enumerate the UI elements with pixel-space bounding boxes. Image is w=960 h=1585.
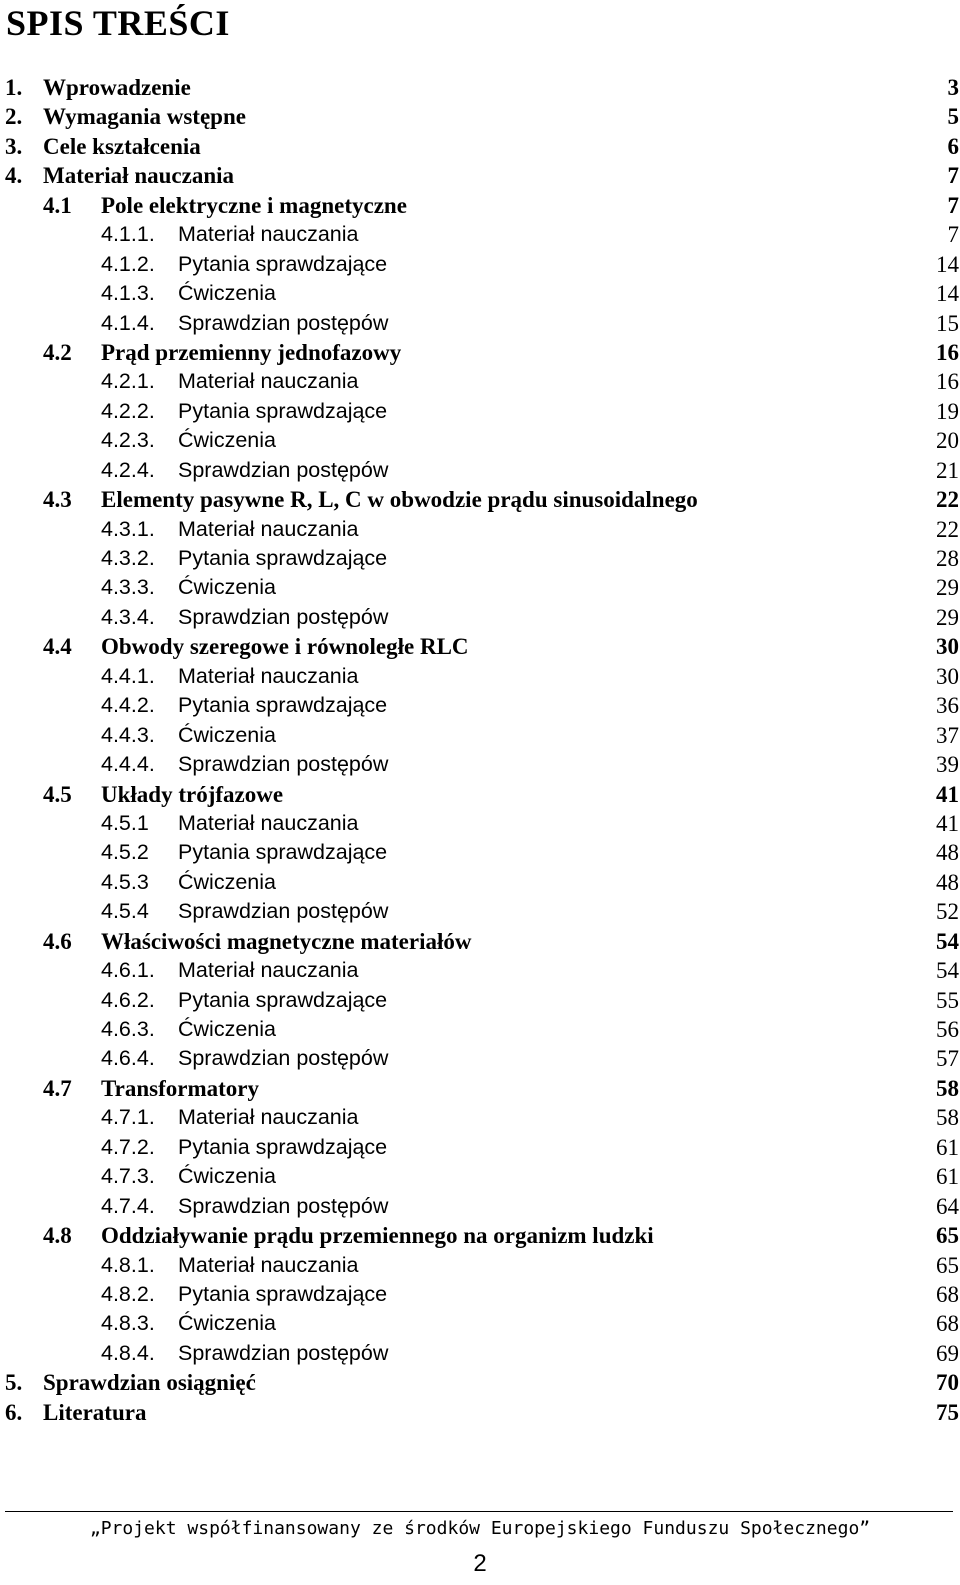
toc-entry-number: 4.4.1. <box>101 663 155 688</box>
toc-entry-title: Pytania sprawdzające <box>178 693 388 718</box>
toc-entry-page: 69 <box>936 1340 959 1366</box>
toc-entry-number: 4.1 <box>43 192 72 218</box>
toc-entry-number: 4.1.4. <box>101 310 155 335</box>
toc-entry-page: 48 <box>936 869 959 895</box>
toc-entry-page: 29 <box>936 604 959 630</box>
toc-entry-number: 4.8.1. <box>101 1252 155 1277</box>
toc-entry[interactable] <box>0 161 960 190</box>
toc-entry-page: 70 <box>936 1370 959 1396</box>
toc-entry-number: 4.3.1. <box>101 516 155 541</box>
toc-entry-title: Materiał nauczania <box>178 369 359 394</box>
toc-entry[interactable] <box>0 309 960 338</box>
toc-entry-page: 36 <box>936 693 959 719</box>
toc-entry-number: 4.5.3 <box>101 869 149 894</box>
toc-entry-page: 57 <box>936 1046 959 1072</box>
toc-entry-title: Ćwiczenia <box>178 1164 276 1189</box>
toc-entry-title: Cele kształcenia <box>43 133 201 159</box>
toc-entry[interactable] <box>0 1251 960 1280</box>
toc-entry[interactable] <box>0 397 960 426</box>
toc-entry[interactable] <box>0 632 960 661</box>
toc-entry-page: 54 <box>936 928 959 954</box>
toc-entry-page: 30 <box>936 663 959 689</box>
toc-entry-title: Pytania sprawdzające <box>178 1134 388 1159</box>
toc-entry-page: 55 <box>936 987 959 1013</box>
toc-entry[interactable] <box>0 956 960 985</box>
toc-entry-title: Pytania sprawdzające <box>178 840 388 865</box>
toc-entry-page: 68 <box>936 1311 959 1337</box>
footer-divider <box>5 1511 953 1512</box>
toc-entry-title: Materiał nauczania <box>178 516 359 541</box>
toc-entry-page: 54 <box>936 958 959 984</box>
toc-entry-title: Materiał nauczania <box>43 163 234 189</box>
page-title: SPIS TREŚCI <box>6 3 230 43</box>
toc-entry-title: Prąd przemienny jednofazowy <box>101 339 402 365</box>
toc-entry-number: 4.5.4 <box>101 899 149 924</box>
toc-entry[interactable] <box>0 573 960 602</box>
toc-entry[interactable] <box>0 132 960 161</box>
toc-entry[interactable] <box>0 1368 960 1397</box>
toc-entry-title: Wprowadzenie <box>43 75 191 100</box>
toc-entry-title: Ćwiczenia <box>178 1311 276 1336</box>
toc-entry[interactable] <box>0 1221 960 1250</box>
toc-entry-page: 7 <box>947 163 959 189</box>
toc-entry-page: 75 <box>936 1399 959 1425</box>
toc-entry-page: 58 <box>936 1105 959 1131</box>
toc-entry[interactable] <box>0 897 960 926</box>
toc-entry-page: 16 <box>936 339 959 365</box>
toc-entry-title: Pole elektryczne i magnetyczne <box>101 192 407 218</box>
toc-entry-title: Sprawdzian postępów <box>178 1046 389 1071</box>
toc-entry-number: 4.7.2. <box>101 1134 155 1159</box>
toc-entry[interactable] <box>0 456 960 485</box>
toc-entry-number: 4.4.4. <box>101 752 155 777</box>
toc-entry-number: 4.8.3. <box>101 1311 155 1336</box>
toc-entry-number: 4.5 <box>43 781 72 807</box>
toc-entry-number: 5. <box>5 1370 23 1396</box>
toc-entry-number: 4.2.2. <box>101 398 155 423</box>
toc-entry-number: 4.6.2. <box>101 987 155 1012</box>
toc-entry-title: Sprawdzian postępów <box>178 899 389 924</box>
toc-entry-page: 41 <box>936 781 959 807</box>
toc-entry[interactable] <box>0 691 960 720</box>
toc-entry[interactable] <box>0 367 960 396</box>
toc-entry[interactable] <box>0 426 960 455</box>
toc-entry[interactable] <box>0 1309 960 1338</box>
toc-entry-page: 48 <box>936 840 959 866</box>
toc-entry-title: Sprawdzian postępów <box>178 457 389 482</box>
toc-entry-number: 4.3.3. <box>101 575 155 600</box>
toc-entry-page: 68 <box>936 1281 959 1307</box>
toc-entry[interactable] <box>0 1339 960 1368</box>
toc-entry[interactable] <box>0 1162 960 1191</box>
toc-entry-number: 4.1.3. <box>101 281 155 306</box>
toc-entry-title: Elementy pasywne R, L, C w obwodzie prądu sinusoidalnego <box>101 487 698 513</box>
toc-entry-title: Ćwiczenia <box>178 1017 276 1041</box>
toc-entry-page: 14 <box>936 251 959 277</box>
toc-entry-page: 22 <box>936 516 959 542</box>
toc-entry-number: 4.4 <box>43 634 72 660</box>
toc-entry-number: 4.3.4. <box>101 604 155 629</box>
toc-entry-title: Ćwiczenia <box>178 722 276 747</box>
toc-entry-number: 4.7 <box>43 1075 72 1101</box>
toc-entry[interactable] <box>0 1192 960 1221</box>
toc-entry-title: Materiał nauczania <box>178 222 359 247</box>
toc-entry[interactable] <box>0 220 960 249</box>
toc-entry[interactable] <box>0 1015 960 1044</box>
toc-entry-page: 61 <box>936 1164 959 1190</box>
toc-entry-page: 5 <box>947 104 959 130</box>
toc-entry-page: 39 <box>936 752 959 778</box>
toc-entry-title: Sprawdzian osiągnięć <box>43 1370 256 1396</box>
toc-entry-number: 3. <box>5 133 23 159</box>
toc-entry-page: 64 <box>936 1193 959 1219</box>
toc-entry[interactable] <box>0 1398 960 1427</box>
toc-entry[interactable] <box>0 780 960 809</box>
toc-entry-number: 4.2 <box>43 339 72 365</box>
toc-entry-page: 14 <box>936 281 959 307</box>
toc-entry[interactable] <box>0 721 960 750</box>
toc-entry[interactable] <box>0 838 960 867</box>
toc-entry-number: 4.4.2. <box>101 693 155 718</box>
toc-entry-number: 4.6.4. <box>101 1046 155 1071</box>
toc-entry[interactable] <box>0 515 960 544</box>
toc-entry[interactable] <box>0 927 960 956</box>
toc-entry-title: Materiał nauczania <box>178 958 359 983</box>
toc-entry-page: 19 <box>936 398 959 424</box>
toc-entry-number: 4.8.4. <box>101 1340 155 1365</box>
toc-entry[interactable] <box>0 1133 960 1162</box>
toc-entry[interactable] <box>0 279 960 308</box>
toc-entry-page: 15 <box>936 310 959 336</box>
toc-entry-page: 56 <box>936 1017 959 1042</box>
toc-entry-number: 1. <box>5 75 23 100</box>
toc-entry[interactable] <box>0 250 960 279</box>
toc-entry-title: Sprawdzian postępów <box>178 604 389 629</box>
toc-entry[interactable] <box>0 485 960 514</box>
toc-entry-title: Ćwiczenia <box>178 575 276 600</box>
toc-entry-page: 65 <box>936 1252 959 1278</box>
toc-entry-number: 4.6 <box>43 928 72 954</box>
toc-entry-page: 37 <box>936 722 959 748</box>
toc-entry-number: 4.2.4. <box>101 457 155 482</box>
toc-entry-title: Materiał nauczania <box>178 1252 359 1277</box>
toc-entry-page: 21 <box>936 457 959 483</box>
toc-entry-page: 65 <box>936 1223 959 1249</box>
toc-entry-page: 16 <box>936 369 959 395</box>
toc-entry[interactable] <box>0 603 960 632</box>
toc-entry-number: 4.4.3. <box>101 722 155 747</box>
toc-entry-title: Pytania sprawdzające <box>178 1281 388 1306</box>
toc-entry-number: 4.2.1. <box>101 369 155 394</box>
page-number: 2 <box>473 1550 487 1577</box>
toc-entry-page: 6 <box>947 133 959 159</box>
toc-entry-number: 4. <box>5 163 23 189</box>
toc-entry[interactable] <box>0 1280 960 1309</box>
toc-entry-number: 4.5.1 <box>101 810 149 835</box>
toc-entry-title: Transformatory <box>101 1075 259 1101</box>
toc-entry-number: 4.7.1. <box>101 1105 155 1130</box>
toc-entry-title: Literatura <box>43 1399 147 1425</box>
toc-entry-page: 22 <box>936 487 959 513</box>
toc-entry-number: 4.1.1. <box>101 222 155 247</box>
toc-entry-title: Wymagania wstępne <box>43 104 246 130</box>
toc-entry-title: Pytania sprawdzające <box>178 546 388 570</box>
toc-entry-title: Materiał nauczania <box>178 663 359 688</box>
toc-entry-title: Ćwiczenia <box>178 428 276 453</box>
toc-entry-number: 4.8.2. <box>101 1281 155 1306</box>
toc-entry-page: 7 <box>947 192 959 218</box>
toc-entry-number: 4.7.3. <box>101 1164 155 1189</box>
toc-entry-number: 4.1.2. <box>101 251 155 276</box>
toc-entry-title: Układy trójfazowe <box>101 781 284 807</box>
toc-entry[interactable] <box>0 1074 960 1103</box>
toc-entry-page: 7 <box>947 222 959 248</box>
toc-entry[interactable] <box>0 1103 960 1132</box>
toc-entry-number: 4.7.4. <box>101 1193 155 1218</box>
toc-entry-title: Pytania sprawdzające <box>178 251 388 276</box>
toc-entry-title: Pytania sprawdzające <box>178 987 388 1012</box>
toc-entry[interactable] <box>0 102 960 131</box>
toc-entry[interactable] <box>0 191 960 220</box>
table-of-contents <box>0 73 960 1427</box>
toc-entry-title: Obwody szeregowe i równoległe RLC <box>101 634 469 660</box>
toc-entry-title: Właściwości magnetyczne materiałów <box>101 928 472 954</box>
toc-entry[interactable] <box>0 750 960 779</box>
toc-entry-page: 41 <box>936 810 959 836</box>
toc-entry-page: 20 <box>936 428 959 454</box>
toc-entry[interactable] <box>0 73 960 102</box>
toc-entry-page: 52 <box>936 899 959 925</box>
toc-entry-title: Sprawdzian postępów <box>178 1340 389 1365</box>
toc-entry-title: Ćwiczenia <box>178 281 276 306</box>
toc-entry-title: Sprawdzian postępów <box>178 1193 389 1218</box>
toc-entry[interactable] <box>0 809 960 838</box>
toc-entry-page: 28 <box>936 546 959 571</box>
toc-entry-page: 30 <box>936 634 959 660</box>
toc-entry-page: 61 <box>936 1134 959 1160</box>
toc-entry-title: Ćwiczenia <box>178 869 276 894</box>
toc-entry-title: Materiał nauczania <box>178 810 359 835</box>
toc-entry-number: 4.3.2. <box>101 546 155 570</box>
toc-entry[interactable] <box>0 986 960 1015</box>
toc-entry-number: 4.3 <box>43 487 72 513</box>
toc-entry-page: 58 <box>936 1075 959 1101</box>
toc-entry-title: Oddziaływanie prądu przemiennego na organizm ludzki <box>101 1223 654 1249</box>
toc-entry[interactable] <box>0 868 960 897</box>
toc-entry-number: 6. <box>5 1399 23 1425</box>
toc-entry-title: Sprawdzian postępów <box>178 310 389 335</box>
toc-entry-number: 4.5.2 <box>101 840 149 865</box>
toc-entry[interactable] <box>0 1044 960 1073</box>
toc-entry-title: Sprawdzian postępów <box>178 752 389 777</box>
toc-entry-number: 4.6.3. <box>101 1017 155 1041</box>
footer-text: „Projekt współfinansowany ze środków Europejskiego Funduszu Społecznego” <box>89 1518 871 1539</box>
toc-entry-number: 4.6.1. <box>101 958 155 983</box>
toc-entry[interactable] <box>0 662 960 691</box>
toc-entry-page: 3 <box>947 75 959 100</box>
toc-entry-number: 4.2.3. <box>101 428 155 453</box>
toc-entry-title: Materiał nauczania <box>178 1105 359 1130</box>
toc-entry[interactable] <box>0 338 960 367</box>
toc-entry-number: 2. <box>5 104 23 130</box>
toc-entry-title: Pytania sprawdzające <box>178 398 388 423</box>
toc-entry-page: 29 <box>936 575 959 601</box>
toc-entry[interactable] <box>0 544 960 573</box>
toc-entry-number: 4.8 <box>43 1223 72 1249</box>
